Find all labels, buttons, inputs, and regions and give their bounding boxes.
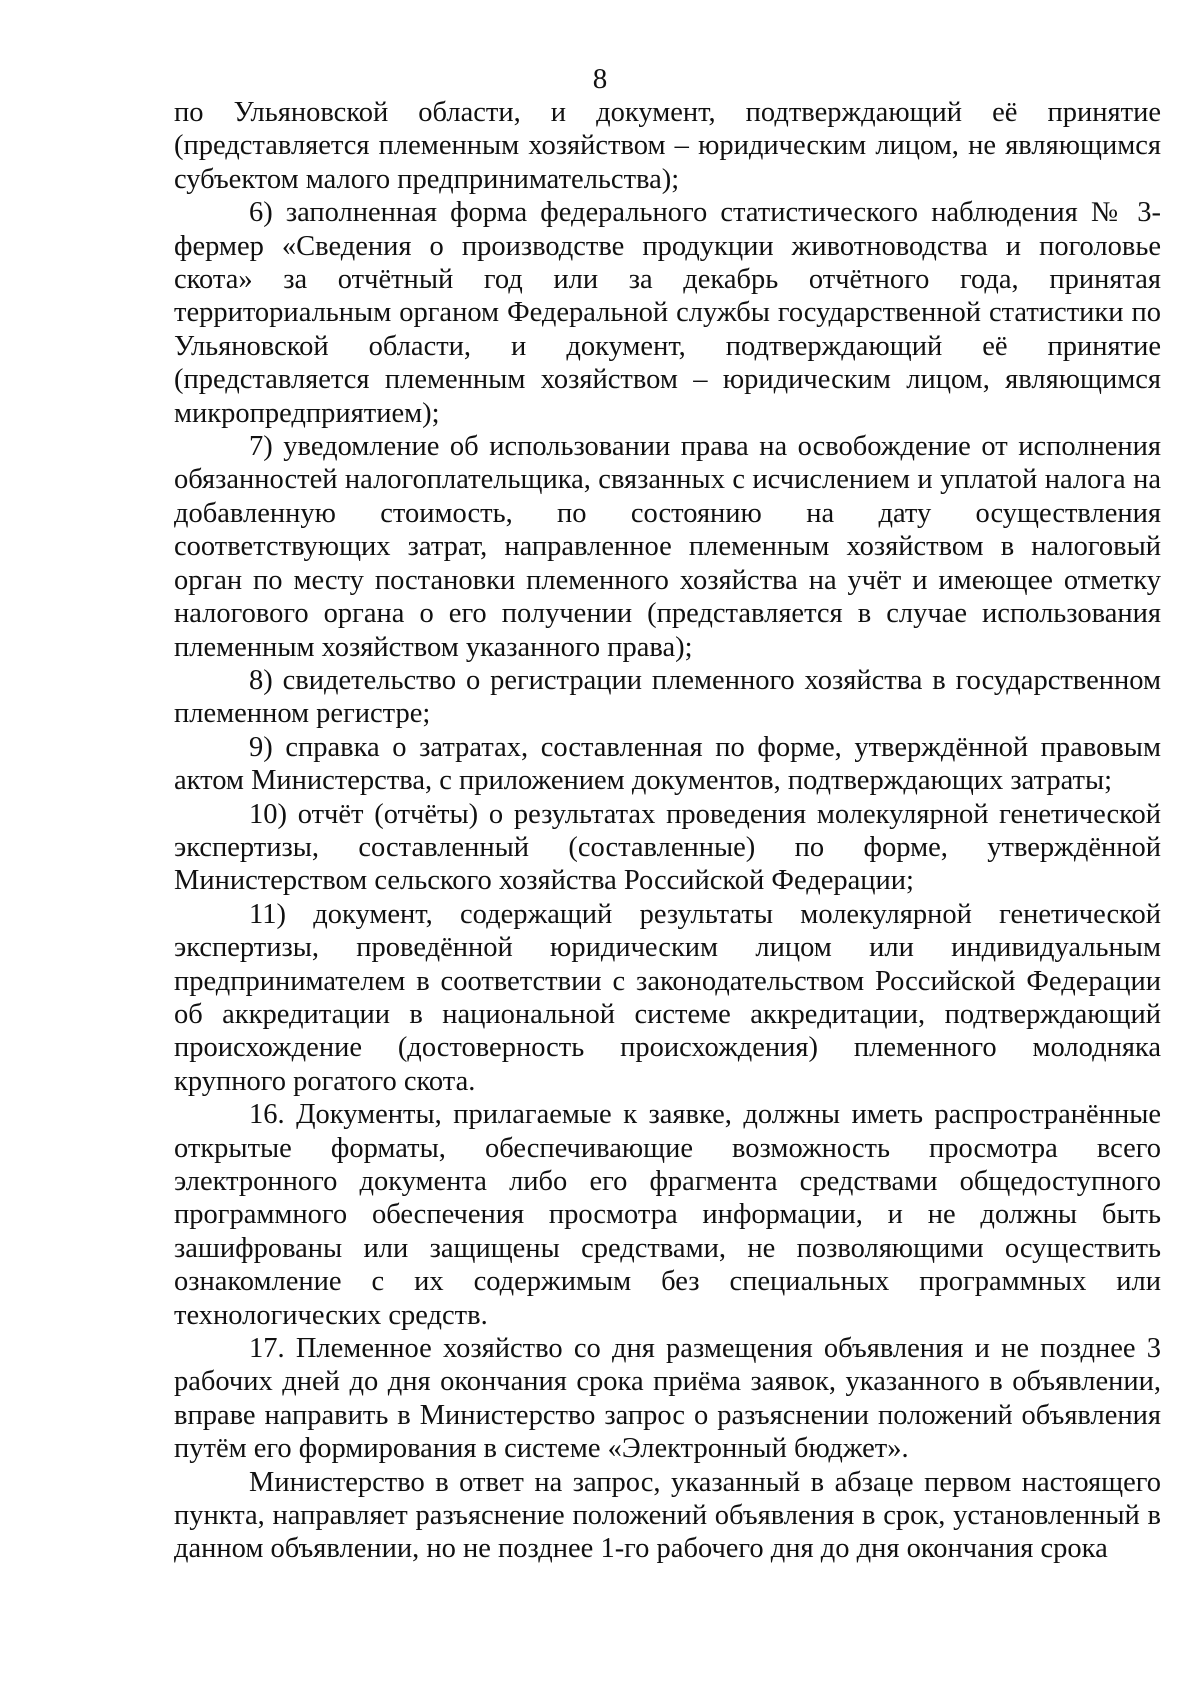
page-number: 8	[592, 63, 608, 95]
list-item-9: 9) справка о затратах, составленная по форме, утверждённой правовым актом Министерства, с приложением документов, подтверждающих затраты;	[174, 731, 1161, 797]
clause-16: 16. Документы, прилагаемые к заявке, должны иметь распространённые открытые форматы, обеспечивающие возможность просмотра всего электронного документа либо его фрагмента средствами общедоступного программного обеспечения просмотра информации, и не должны быть зашифрованы или защищены средствами, не позволяющими осуществить ознакомление с их содержимым без специальных программных или технологических средств.	[174, 1099, 1161, 1331]
paragraph-continuation: по Ульяновской области, и документ, подтверждающий её принятие (представляется племенным хозяйством – юридическим лицом, не являющимся субъектом малого предпринимательства);	[174, 97, 1161, 195]
document-body	[174, 96, 1161, 1566]
list-item-6: 6) заполненная форма федерального статистического наблюдения № 3-фермер «Сведения о производстве продукции животноводства и поголовье скота» за отчётный год или за декабрь отчётного года, принятая территориальным органом Федеральной службы государственной статистики по Ульяновской области, и документ, подтверждающий её принятие (представляется племенным хозяйством – юридическим лицом, являющимся микропредприятием);	[174, 197, 1161, 429]
clause-17: 17. Племенное хозяйство со дня размещения объявления и не позднее 3 рабочих дней до дня окончания срока приёма заявок, указанного в объявлении, вправе направить в Министерство запрос о разъяснении положений объявления путём его формирования в системе «Электронный бюджет».	[174, 1333, 1161, 1465]
list-item-7: 7) уведомление об использовании права на освобождение от исполнения обязанностей налогоплательщика, связанных с исчислением и уплатой налога на добавленную стоимость, по состоянию на дату осуществления соответствующих затрат, направленное племенным хозяйством в налоговый орган по месту постановки племенного хозяйства на учёт и имеющее отметку налогового органа о его получении (представляется в случае использования племенным хозяйством указанного права);	[174, 431, 1161, 663]
list-item-8: 8) свидетельство о регистрации племенного хозяйства в государственном племенном регистре;	[174, 664, 1161, 730]
list-item-11: 11) документ, содержащий результаты молекулярной генетической экспертизы, проведённой юридическим лицом или индивидуальным предпринимателем в соответствии с законодательством Российской Федерации об аккредитации в национальной системе аккредитации, подтверждающий происхождение (достоверность происхождения) племенного молодняка крупного рогатого скота.	[174, 898, 1161, 1097]
list-item-10: 10) отчёт (отчёты) о результатах проведения молекулярной генетической экспертизы, составленный (составленные) по форме, утверждённой Министерством сельского хозяйства Российской Федерации;	[174, 798, 1161, 897]
clause-17-paragraph-2: Министерство в ответ на запрос, указанный в абзаце первом настоящего пункта, направляет разъяснение положений объявления в срок, установленный в данном объявлении, но не позднее 1-го рабочего дня до дня окончания срока	[174, 1466, 1161, 1565]
